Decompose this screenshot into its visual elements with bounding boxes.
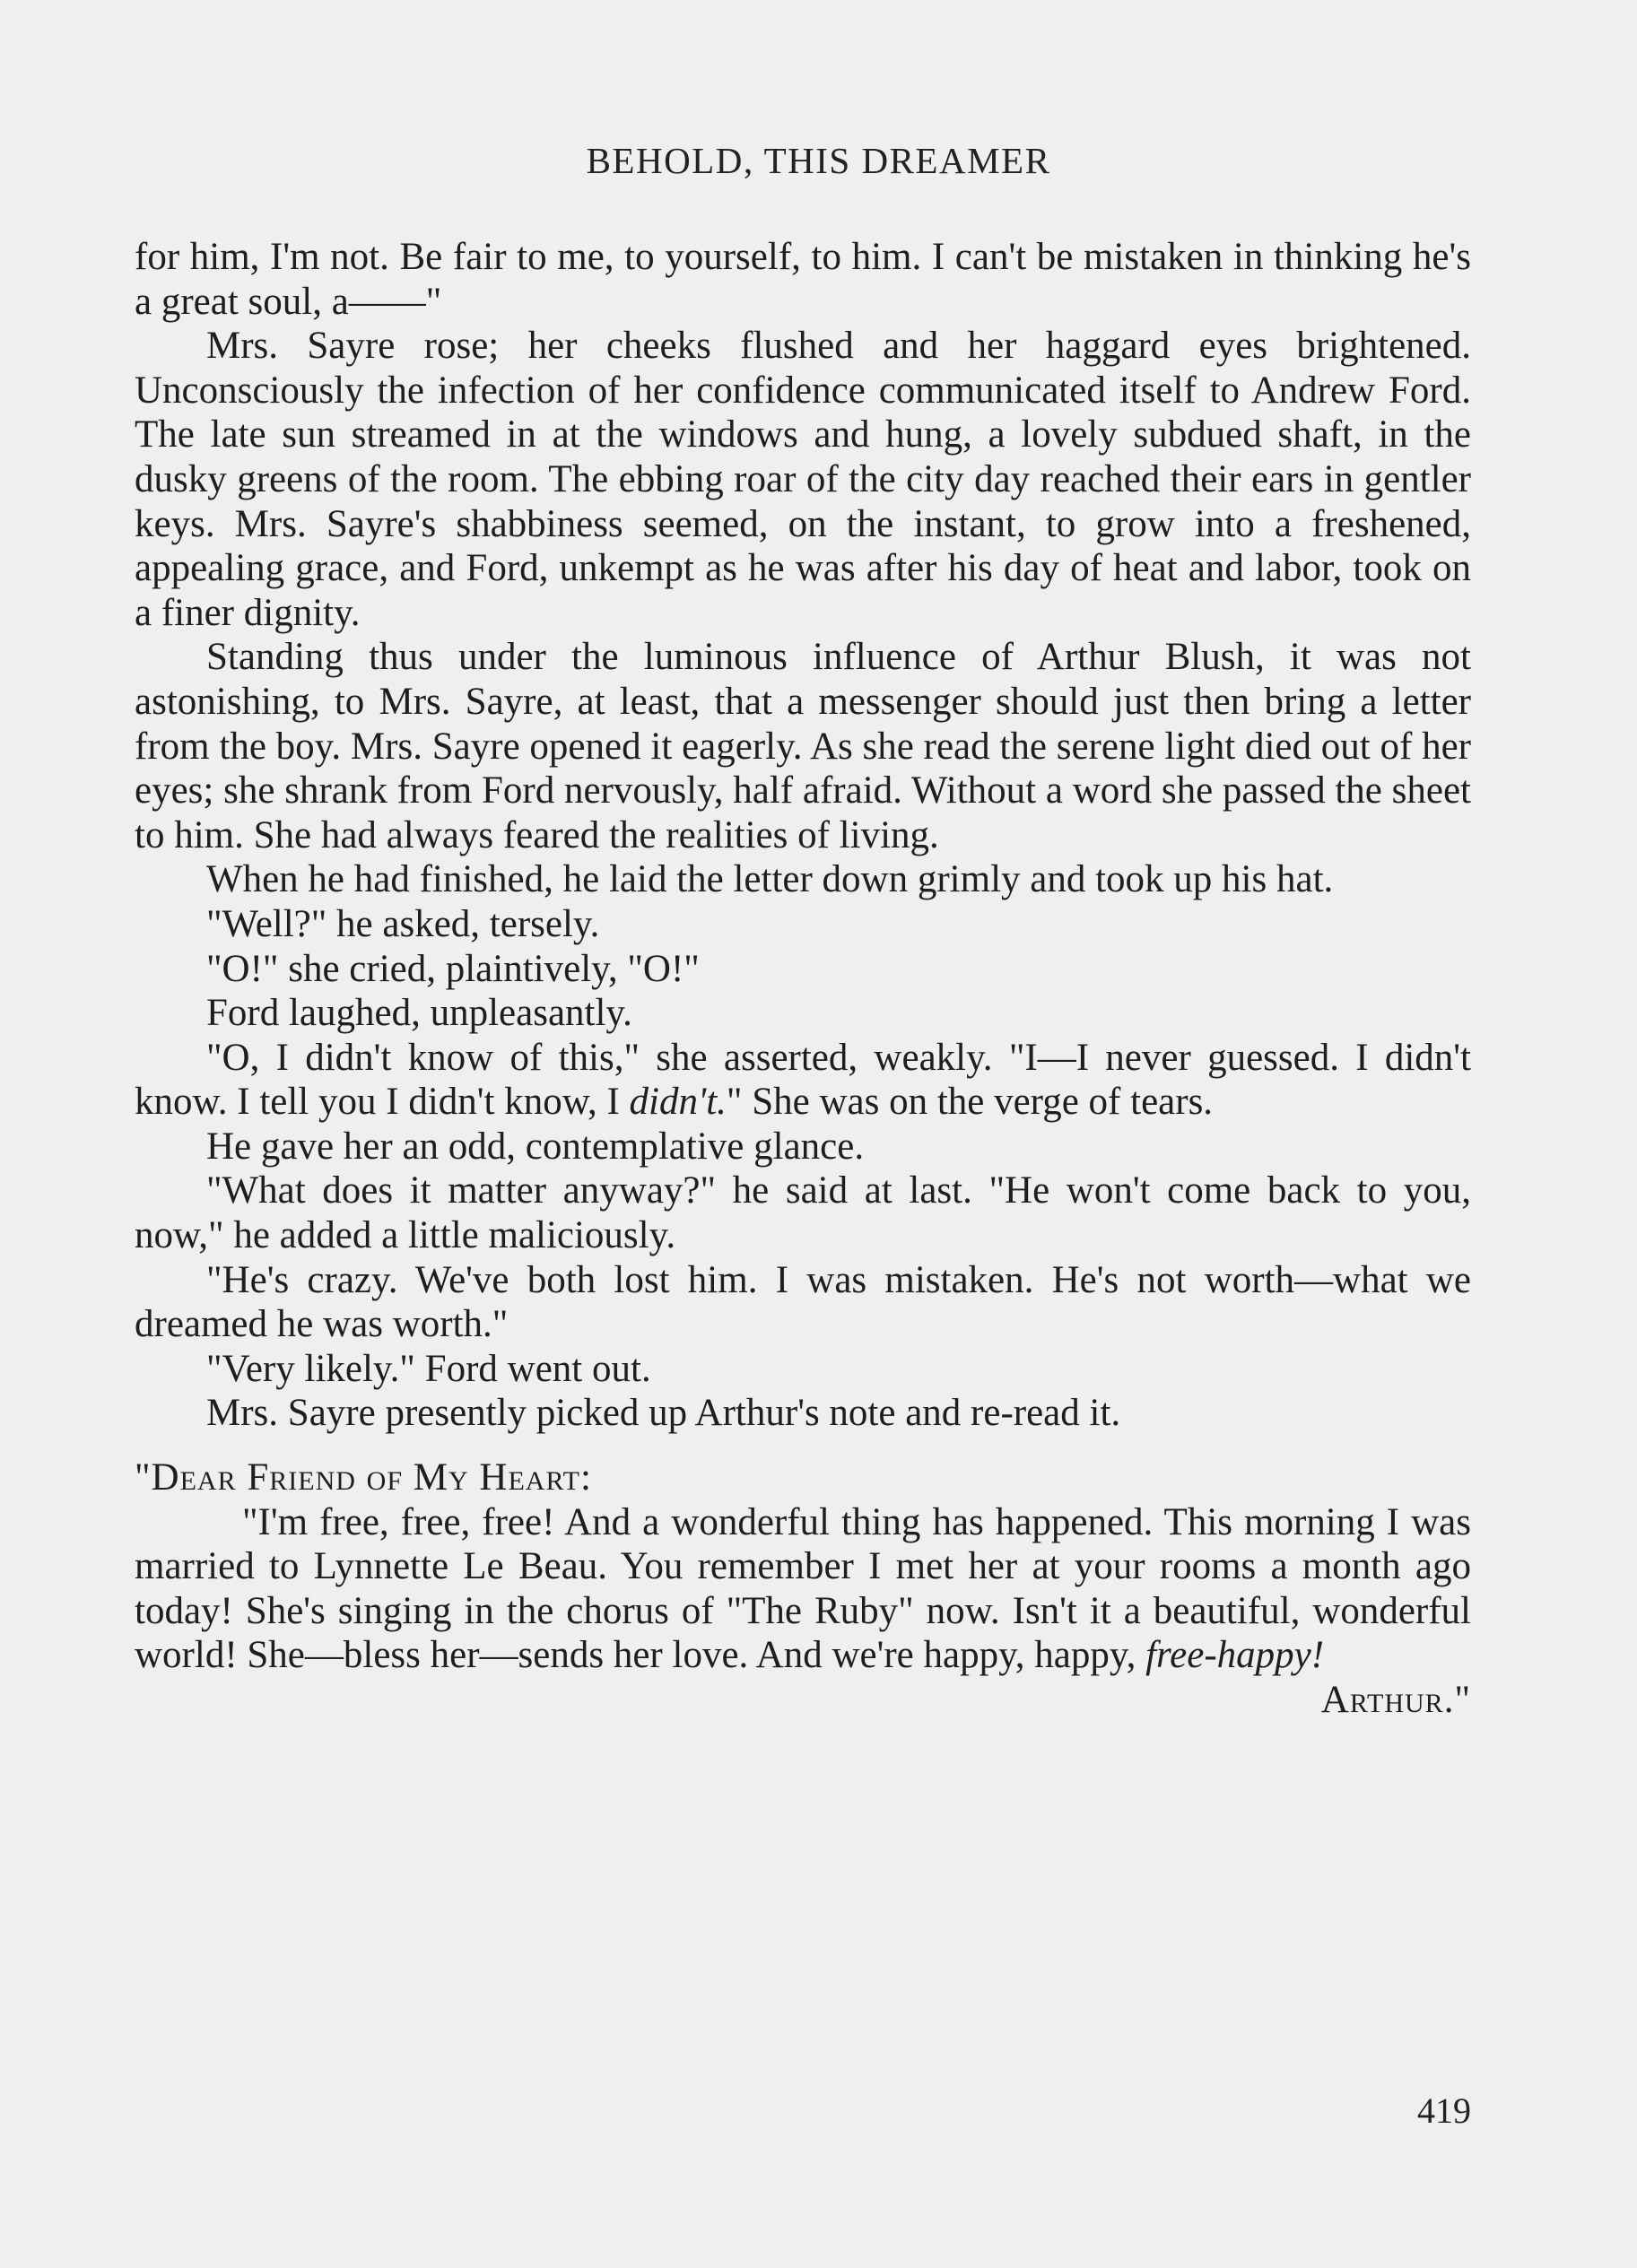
paragraph-11: "He's crazy. We've both lost him. I was mistaken. He's not worth—what we dreamed he was worth.": [135, 1258, 1471, 1346]
paragraph-13: Mrs. Sayre presently picked up Arthur's note and re-read it.: [206, 1392, 1121, 1435]
paragraph-8-emphasis: didn't.: [629, 1081, 727, 1124]
letter-salutation: "Dear Friend of My Heart:: [135, 1456, 592, 1499]
letter-body: [135, 1500, 1471, 1721]
paragraph-8: [135, 1036, 1471, 1125]
paragraph-6: "O!" she cried, plaintively, "O!": [206, 947, 700, 990]
letter-emphasis: free-happy!: [1145, 1634, 1325, 1677]
paragraph-9: He gave her an odd, contemplative glance.: [206, 1125, 865, 1168]
paragraph-12: "Very likely." Ford went out.: [206, 1347, 651, 1390]
paragraph-2: Mrs. Sayre rose; her cheeks flushed and her haggard eyes brightened. Unconsciously the infection of her confidence communicated itself to Andrew Ford. The late sun streamed in at the windows and hung, a lovely subdued shaft, in the dusky greens of the room. The ebbing roar of the city day reached their ears in gentler keys. Mrs. Sayre's shabbiness seemed, on the instant, to grow into a freshened, appealing grace, and Ford, unkempt as he was after his day of heat and labor, took on a finer dignity.: [135, 325, 1471, 634]
paragraph-3: Standing thus under the luminous influence of Arthur Blush, it was not astonishing, to Mrs. Sayre, at least, that a messenger should just then bring a letter from the boy. Mrs. Sayre opened it eagerly. As she read the serene light died out of her eyes; she shrank from Ford nervously, half afraid. Without a word she passed the sheet to him. She had always feared the realities of living.: [135, 636, 1471, 856]
body-text: [135, 235, 1471, 1723]
letter-text: "I'm free, free, free! And a wonderful thing has happened. This morning I was married to Lynnette Le Beau. You remember I met her at your rooms a month ago today! She's singing in the chorus of "The Ruby" now. Isn't it a beautiful, wonderful world! She—bless her—sends her love. And we're happy, happy,: [135, 1500, 1471, 1677]
letter-signature: Arthur.": [1320, 1679, 1471, 1721]
paragraph-10: "What does it matter anyway?" he said at last. "He won't come back to you, now," he added a little maliciously.: [135, 1169, 1471, 1257]
paragraph-4: When he had finished, he laid the letter down grimly and took up his hat.: [206, 858, 1334, 901]
paragraph-8-end: " She was on the verge of tears.: [726, 1081, 1214, 1124]
paragraph-5: "Well?" he asked, tersely.: [206, 902, 600, 945]
paragraph-8-start: "O, I didn't know of this," she asserted, weakly. "I—I never guessed. I didn't know. I tell you I didn't know, I: [135, 1036, 1471, 1124]
running-title: BEHOLD, THIS DREAMER: [586, 140, 1051, 181]
page-number: 419: [1417, 2090, 1471, 2131]
paragraph-7: Ford laughed, unpleasantly.: [206, 992, 632, 1035]
paragraph-1: for him, I'm not. Be fair to me, to yourself, to him. I can't be mistaken in thinking he's a great soul, a——": [135, 236, 1471, 323]
